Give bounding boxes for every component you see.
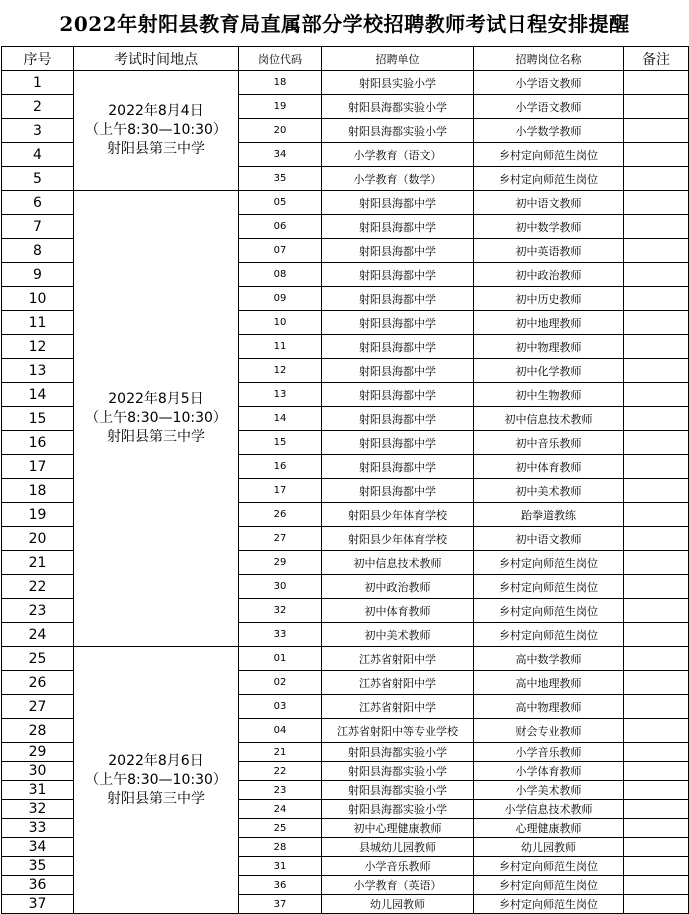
position-name-cell: 乡村定向师范生岗位	[474, 623, 624, 647]
remark-cell	[624, 762, 689, 781]
seq-cell: 30	[2, 762, 74, 781]
position-code-cell: 36	[239, 876, 322, 895]
header-code: 岗位代码	[239, 47, 322, 71]
position-name-cell: 小学数学教师	[474, 119, 624, 143]
hiring-unit-cell: 初中政治教师	[322, 575, 474, 599]
position-code-cell: 08	[239, 263, 322, 287]
session-place: 射阳县第三中学	[107, 429, 205, 445]
hiring-unit-cell: 射阳县海都中学	[322, 359, 474, 383]
session-time: （上午8:30—10:30）	[85, 122, 227, 138]
seq-cell: 36	[2, 876, 74, 895]
position-name-cell: 小学语文教师	[474, 95, 624, 119]
position-name-cell: 高中数学教师	[474, 647, 624, 671]
seq-cell: 31	[2, 781, 74, 800]
remark-cell	[624, 191, 689, 215]
seq-cell: 3	[2, 119, 74, 143]
seq-cell: 35	[2, 857, 74, 876]
position-name-cell: 初中信息技术教师	[474, 407, 624, 431]
position-code-cell: 28	[239, 838, 322, 857]
remark-cell	[624, 239, 689, 263]
position-name-cell: 小学信息技术教师	[474, 800, 624, 819]
session-place: 射阳县第三中学	[107, 141, 205, 157]
hiring-unit-cell: 射阳县海都中学	[322, 383, 474, 407]
position-code-cell: 35	[239, 167, 322, 191]
seq-cell: 6	[2, 191, 74, 215]
seq-cell: 34	[2, 838, 74, 857]
seq-cell: 23	[2, 599, 74, 623]
position-code-cell: 09	[239, 287, 322, 311]
session-date: 2022年8月5日	[108, 391, 204, 407]
remark-cell	[624, 287, 689, 311]
seq-cell: 15	[2, 407, 74, 431]
position-code-cell: 27	[239, 527, 322, 551]
session-date: 2022年8月6日	[108, 752, 204, 769]
remark-cell	[624, 895, 689, 914]
hiring-unit-cell: 初中信息技术教师	[322, 551, 474, 575]
position-code-cell: 19	[239, 95, 322, 119]
remark-cell	[624, 335, 689, 359]
position-code-cell: 15	[239, 431, 322, 455]
hiring-unit-cell: 初中体育教师	[322, 599, 474, 623]
position-code-cell: 32	[239, 599, 322, 623]
position-code-cell: 05	[239, 191, 322, 215]
position-name-cell: 初中生物教师	[474, 383, 624, 407]
position-name-cell: 乡村定向师范生岗位	[474, 857, 624, 876]
seq-cell: 10	[2, 287, 74, 311]
position-name-cell: 乡村定向师范生岗位	[474, 575, 624, 599]
seq-cell: 16	[2, 431, 74, 455]
schedule-table	[1, 46, 689, 914]
position-code-cell: 30	[239, 575, 322, 599]
seq-cell: 22	[2, 575, 74, 599]
remark-cell	[624, 743, 689, 762]
seq-cell: 25	[2, 647, 74, 671]
position-name-cell: 初中体育教师	[474, 455, 624, 479]
position-code-cell: 02	[239, 671, 322, 695]
hiring-unit-cell: 射阳县海都中学	[322, 479, 474, 503]
position-code-cell: 04	[239, 719, 322, 743]
remark-cell	[624, 383, 689, 407]
hiring-unit-cell: 射阳县海都中学	[322, 287, 474, 311]
position-name-cell: 乡村定向师范生岗位	[474, 167, 624, 191]
hiring-unit-cell: 射阳县实验小学	[322, 71, 474, 95]
hiring-unit-cell: 幼儿园教师	[322, 895, 474, 914]
header-time-place: 考试时间地点	[74, 47, 239, 71]
remark-cell	[624, 263, 689, 287]
position-code-cell: 10	[239, 311, 322, 335]
seq-cell: 18	[2, 479, 74, 503]
remark-cell	[624, 551, 689, 575]
position-name-cell: 跆拳道教练	[474, 503, 624, 527]
remark-cell	[624, 671, 689, 695]
seq-cell: 1	[2, 71, 74, 95]
position-name-cell: 初中化学教师	[474, 359, 624, 383]
position-name-cell: 小学美术教师	[474, 781, 624, 800]
hiring-unit-cell: 射阳县海都中学	[322, 335, 474, 359]
hiring-unit-cell: 初中心理健康教师	[322, 819, 474, 838]
remark-cell	[624, 407, 689, 431]
hiring-unit-cell: 射阳县海都中学	[322, 455, 474, 479]
hiring-unit-cell: 小学音乐教师	[322, 857, 474, 876]
remark-cell	[624, 599, 689, 623]
remark-cell	[624, 647, 689, 671]
header-position: 招聘岗位名称	[474, 47, 624, 71]
position-code-cell: 16	[239, 455, 322, 479]
remark-cell	[624, 781, 689, 800]
position-name-cell: 高中地理教师	[474, 671, 624, 695]
remark-cell	[624, 503, 689, 527]
remark-cell	[624, 857, 689, 876]
remark-cell	[624, 575, 689, 599]
position-name-cell: 初中音乐教师	[474, 431, 624, 455]
seq-cell: 37	[2, 895, 74, 914]
position-name-cell: 初中数学教师	[474, 215, 624, 239]
position-code-cell: 11	[239, 335, 322, 359]
header-unit: 招聘单位	[322, 47, 474, 71]
seq-cell: 8	[2, 239, 74, 263]
position-name-cell: 财会专业教师	[474, 719, 624, 743]
hiring-unit-cell: 射阳县海都实验小学	[322, 762, 474, 781]
position-name-cell: 乡村定向师范生岗位	[474, 599, 624, 623]
session-time: （上午8:30—10:30）	[85, 410, 227, 426]
session-place: 射阳县第三中学	[107, 790, 205, 807]
remark-cell	[624, 838, 689, 857]
position-code-cell: 26	[239, 503, 322, 527]
hiring-unit-cell: 射阳县少年体育学校	[322, 527, 474, 551]
position-code-cell: 12	[239, 359, 322, 383]
seq-cell: 28	[2, 719, 74, 743]
page-title: 2022年射阳县教育局直属部分学校招聘教师考试日程安排提醒	[59, 12, 630, 36]
hiring-unit-cell: 射阳县海都实验小学	[322, 95, 474, 119]
seq-cell: 12	[2, 335, 74, 359]
remark-cell	[624, 623, 689, 647]
hiring-unit-cell: 县城幼儿园教师	[322, 838, 474, 857]
position-code-cell: 07	[239, 239, 322, 263]
position-code-cell: 20	[239, 119, 322, 143]
remark-cell	[624, 719, 689, 743]
seq-cell: 13	[2, 359, 74, 383]
seq-cell: 20	[2, 527, 74, 551]
position-code-cell: 33	[239, 623, 322, 647]
seq-cell: 29	[2, 743, 74, 762]
position-name-cell: 乡村定向师范生岗位	[474, 895, 624, 914]
hiring-unit-cell: 射阳县海都中学	[322, 215, 474, 239]
position-name-cell: 初中地理教师	[474, 311, 624, 335]
exam-session-cell	[74, 647, 239, 914]
seq-cell: 33	[2, 819, 74, 838]
position-code-cell: 17	[239, 479, 322, 503]
hiring-unit-cell: 射阳县海都实验小学	[322, 800, 474, 819]
position-code-cell: 13	[239, 383, 322, 407]
hiring-unit-cell: 江苏省射阳中学	[322, 695, 474, 719]
seq-cell: 26	[2, 671, 74, 695]
table-row	[2, 71, 689, 95]
remark-cell	[624, 527, 689, 551]
hiring-unit-cell: 射阳县海都实验小学	[322, 119, 474, 143]
hiring-unit-cell: 小学教育（英语）	[322, 876, 474, 895]
remark-cell	[624, 215, 689, 239]
seq-cell: 21	[2, 551, 74, 575]
hiring-unit-cell: 射阳县海都实验小学	[322, 781, 474, 800]
position-code-cell: 22	[239, 762, 322, 781]
hiring-unit-cell: 江苏省射阳中等专业学校	[322, 719, 474, 743]
seq-cell: 24	[2, 623, 74, 647]
seq-cell: 14	[2, 383, 74, 407]
seq-cell: 19	[2, 503, 74, 527]
position-code-cell: 23	[239, 781, 322, 800]
remark-cell	[624, 119, 689, 143]
hiring-unit-cell: 江苏省射阳中学	[322, 671, 474, 695]
remark-cell	[624, 359, 689, 383]
position-code-cell: 37	[239, 895, 322, 914]
position-name-cell: 初中英语教师	[474, 239, 624, 263]
position-name-cell: 初中语文教师	[474, 527, 624, 551]
remark-cell	[624, 455, 689, 479]
remark-cell	[624, 71, 689, 95]
seq-cell: 2	[2, 95, 74, 119]
position-code-cell: 03	[239, 695, 322, 719]
header-row	[2, 47, 689, 71]
seq-cell: 27	[2, 695, 74, 719]
position-name-cell: 小学语文教师	[474, 71, 624, 95]
position-name-cell: 初中语文教师	[474, 191, 624, 215]
remark-cell	[624, 143, 689, 167]
hiring-unit-cell: 射阳县海都实验小学	[322, 743, 474, 762]
position-name-cell: 小学音乐教师	[474, 743, 624, 762]
remark-cell	[624, 167, 689, 191]
seq-cell: 4	[2, 143, 74, 167]
hiring-unit-cell: 射阳县海都中学	[322, 263, 474, 287]
position-name-cell: 乡村定向师范生岗位	[474, 551, 624, 575]
header-remark: 备注	[624, 47, 689, 71]
remark-cell	[624, 479, 689, 503]
position-name-cell: 高中物理教师	[474, 695, 624, 719]
position-name-cell: 小学体育教师	[474, 762, 624, 781]
position-code-cell: 24	[239, 800, 322, 819]
seq-cell: 5	[2, 167, 74, 191]
session-date: 2022年8月4日	[108, 103, 204, 119]
seq-cell: 9	[2, 263, 74, 287]
session-time: （上午8:30—10:30）	[85, 771, 227, 788]
position-code-cell: 14	[239, 407, 322, 431]
hiring-unit-cell: 射阳县海都中学	[322, 431, 474, 455]
position-name-cell: 初中物理教师	[474, 335, 624, 359]
seq-cell: 7	[2, 215, 74, 239]
header-seq: 序号	[2, 47, 74, 71]
position-code-cell: 34	[239, 143, 322, 167]
position-code-cell: 31	[239, 857, 322, 876]
seq-cell: 17	[2, 455, 74, 479]
position-code-cell: 18	[239, 71, 322, 95]
hiring-unit-cell: 射阳县海都中学	[322, 407, 474, 431]
exam-session-cell	[74, 71, 239, 191]
hiring-unit-cell: 射阳县海都中学	[322, 191, 474, 215]
position-name-cell: 初中政治教师	[474, 263, 624, 287]
hiring-unit-cell: 射阳县少年体育学校	[322, 503, 474, 527]
remark-cell	[624, 876, 689, 895]
position-name-cell: 心理健康教师	[474, 819, 624, 838]
hiring-unit-cell: 射阳县海都中学	[322, 239, 474, 263]
hiring-unit-cell: 小学教育（语文）	[322, 143, 474, 167]
remark-cell	[624, 431, 689, 455]
hiring-unit-cell: 江苏省射阳中学	[322, 647, 474, 671]
seq-cell: 11	[2, 311, 74, 335]
remark-cell	[624, 800, 689, 819]
hiring-unit-cell: 小学教育（数学）	[322, 167, 474, 191]
position-code-cell: 25	[239, 819, 322, 838]
hiring-unit-cell: 射阳县海都中学	[322, 311, 474, 335]
hiring-unit-cell: 初中美术教师	[322, 623, 474, 647]
position-code-cell: 01	[239, 647, 322, 671]
position-code-cell: 06	[239, 215, 322, 239]
position-name-cell: 乡村定向师范生岗位	[474, 876, 624, 895]
position-name-cell: 乡村定向师范生岗位	[474, 143, 624, 167]
position-name-cell: 初中历史教师	[474, 287, 624, 311]
table-row	[2, 647, 689, 671]
table-row	[2, 191, 689, 215]
position-code-cell: 21	[239, 743, 322, 762]
remark-cell	[624, 819, 689, 838]
position-name-cell: 初中美术教师	[474, 479, 624, 503]
seq-cell: 32	[2, 800, 74, 819]
remark-cell	[624, 695, 689, 719]
exam-session-cell	[74, 191, 239, 647]
remark-cell	[624, 311, 689, 335]
position-name-cell: 幼儿园教师	[474, 838, 624, 857]
remark-cell	[624, 95, 689, 119]
position-code-cell: 29	[239, 551, 322, 575]
